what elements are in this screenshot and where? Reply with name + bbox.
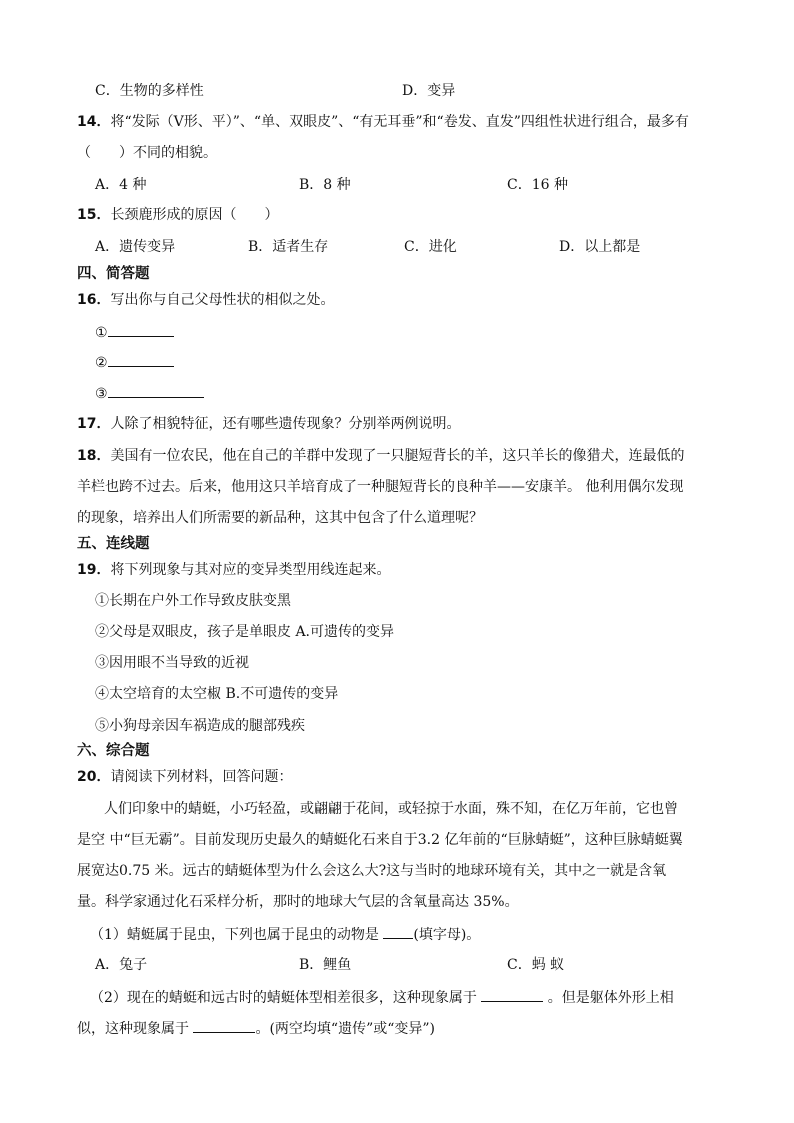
passage-line-2: 是空 中“巨无霸”。目前发现历史最久的蜻蜓化石来自于3.2 亿年前的“巨脉蜻蜓”，这种巨脉蜻蜓翼 [77, 832, 683, 848]
question-16 [77, 290, 334, 310]
sub-question-2 [90, 987, 674, 1008]
q15-option-a: A．遗传变异 [95, 239, 176, 255]
question-15 [77, 205, 278, 225]
question-text: 将“发际（V形、平）”、“单、双眼皮”、“有无耳垂”和“卷发、直发”四组性状进行组合，最多有 [110, 114, 689, 130]
sub-question-text: （2）现在的蜻蜓和远古时的蜻蜓体型相差很多，这种现象属于 [90, 990, 482, 1006]
q15-option-c: C．进化 [404, 239, 457, 255]
question-number: 17． [77, 416, 111, 432]
section-heading-6: 六、综合题 [77, 743, 150, 759]
answer-line-3 [95, 383, 204, 404]
q14-option-c: C．16 种 [507, 177, 568, 193]
q13-option-c: C．生物的多样性 [95, 83, 204, 99]
question-number: 15． [77, 207, 111, 223]
question-20 [77, 767, 292, 787]
sub-question-text-mid: 。但是躯体外形上相 [543, 990, 674, 1006]
matching-item-3: ③因用眼不当导致的近视 [95, 655, 249, 671]
q20-1-option-c: C．蚂 蚁 [507, 957, 565, 973]
question-18-line-2: 羊栏也跨不过去。后来，他用这只羊培育成了一种腿短背长的良种羊——安康羊。 他利用偶尔发现 [77, 479, 684, 495]
sub-question-text-end: 。(两空均填“遗传”或“变异”) [255, 1021, 436, 1037]
question-text: 请阅读下列材料，回答问题： [110, 769, 293, 785]
passage-line-1: 人们印象中的蜻蜓，小巧轻盈，或翩翩于花间，或轻掠于水面，殊不知，在亿万年前，它也曾 [104, 801, 678, 817]
q20-1-option-a: A．兔子 [95, 957, 148, 973]
answer-blank[interactable] [481, 987, 543, 1002]
sub-question-text: 似，这种现象属于 [77, 1021, 194, 1037]
matching-item-2: ②父母是双眼皮，孩子是单眼皮 A.可遗传的变异 [95, 624, 395, 640]
q14-option-b: B．8 种 [299, 177, 351, 193]
question-14-continued: （ ）不同的相貌。 [77, 145, 217, 161]
question-number: 19． [77, 562, 111, 578]
answer-blank[interactable] [383, 924, 413, 939]
answer-blank[interactable] [108, 383, 204, 398]
question-text: 将下列现象与其对应的变异类型用线连起来。 [110, 562, 391, 578]
answer-blank[interactable] [108, 322, 174, 337]
q15-option-b: B．适者生存 [248, 239, 329, 255]
question-text: 美国有一位农民，他在自己的羊群中发现了一只腿短背长的羊，这只羊长的像猎犬，连最低的 [110, 448, 685, 464]
passage-line-3: 展宽达0.75 米。远古的蜻蜓体型为什么会这么大?这与当时的地球环境有关，其中之一就是含氧 [77, 863, 667, 879]
question-number: 18． [77, 448, 111, 464]
passage-line-4: 量。科学家通过化石采样分析，那时的地球大气层的含氧量高达 35%。 [77, 894, 519, 910]
question-18-line-3: 的现象，培养出人们所需要的新品种，这其中包含了什么道理呢？ [77, 510, 483, 526]
sub-question-text: （1）蜻蜓属于昆虫，下列也属于昆虫的动物是 [90, 927, 384, 943]
q14-option-a: A．4 种 [95, 177, 147, 193]
q13-option-d: D．变异 [402, 83, 456, 99]
item-marker: ② [95, 355, 108, 371]
question-number: 14． [77, 114, 111, 130]
question-14 [77, 112, 689, 132]
sub-question-text-end: (填字母)。 [413, 927, 481, 943]
question-18 [77, 446, 684, 466]
question-text: 人除了相貌特征，还有哪些遗传现象？分别举两例说明。 [110, 416, 461, 432]
question-number: 20． [77, 769, 111, 785]
sub-question-2-continued [77, 1018, 435, 1039]
answer-blank[interactable] [108, 352, 174, 367]
answer-blank[interactable] [193, 1018, 255, 1033]
section-heading-5: 五、连线题 [77, 536, 150, 552]
matching-item-4: ④太空培育的太空椒 B.不可遗传的变异 [95, 686, 339, 702]
answer-line-1 [95, 322, 174, 343]
answer-line-2 [95, 352, 174, 373]
question-19 [77, 560, 390, 580]
section-heading-4: 四、简答题 [77, 266, 150, 282]
question-number: 16． [77, 292, 111, 308]
item-marker: ① [95, 325, 108, 341]
q15-option-d: D．以上都是 [559, 239, 641, 255]
question-17 [77, 414, 460, 434]
question-text: 长颈鹿形成的原因（ ） [110, 207, 279, 223]
item-marker: ③ [95, 386, 108, 402]
q20-1-option-b: B．鲤鱼 [299, 957, 352, 973]
matching-item-5: ⑤小狗母亲因车祸造成的腿部残疾 [95, 718, 305, 734]
matching-item-1: ①长期在户外工作导致皮肤变黑 [95, 593, 291, 609]
question-text: 写出你与自己父母性状的相似之处。 [110, 292, 335, 308]
sub-question-1 [90, 924, 480, 945]
